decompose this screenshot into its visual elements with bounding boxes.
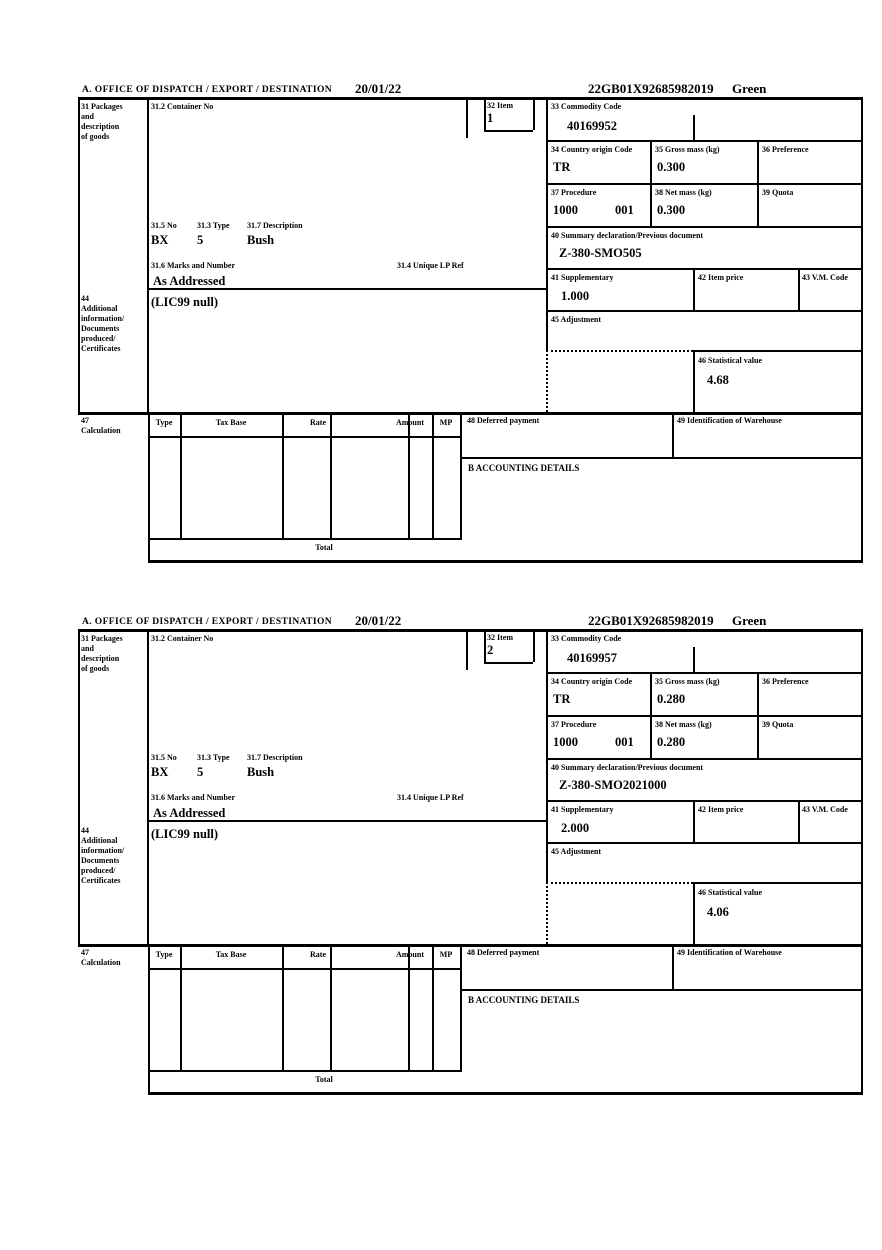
dotted-grid-line xyxy=(546,882,548,944)
grid-line xyxy=(147,288,546,290)
box44-label: Documents xyxy=(81,324,120,333)
dotted-grid-line xyxy=(546,350,693,352)
grid-line xyxy=(798,800,800,842)
grid-line xyxy=(461,457,861,459)
office-of-dispatch-label: A. OFFICE OF DISPATCH / EXPORT / DESTINATION xyxy=(82,617,333,627)
commodity-code-label: 33 Commodity Code xyxy=(551,634,622,643)
accounting-details-label: B ACCOUNTING DETAILS xyxy=(468,995,580,1005)
grid-line xyxy=(861,629,863,1095)
country-origin-value: TR xyxy=(553,160,571,174)
grid-line xyxy=(546,310,861,312)
box31-label: of goods xyxy=(81,132,110,141)
date-value: 20/01/22 xyxy=(355,613,402,628)
marks-and-number-value: As Addressed xyxy=(153,274,226,288)
grid-line xyxy=(546,140,861,142)
grid-line xyxy=(330,412,332,540)
grid-line xyxy=(861,97,863,563)
grid-line xyxy=(148,1070,460,1072)
packages-no-label: 31.5 No xyxy=(151,753,177,762)
grid-line xyxy=(546,672,861,674)
grid-line xyxy=(693,268,695,310)
grid-line xyxy=(484,97,486,130)
dotted-grid-line xyxy=(546,350,548,412)
packages-no-value: BX xyxy=(151,233,169,247)
grid-line xyxy=(757,140,759,226)
net-mass-label: 38 Net mass (kg) xyxy=(655,188,712,197)
box31-label: 31 Packages xyxy=(81,634,123,643)
grid-line xyxy=(546,97,548,350)
box31-label: and xyxy=(81,644,94,653)
container-no-label: 31.2 Container No xyxy=(151,102,214,111)
total-label: Total xyxy=(315,543,333,552)
accounting-details-label: B ACCOUNTING DETAILS xyxy=(468,463,580,473)
box44-label: Documents xyxy=(81,856,120,865)
grid-line xyxy=(484,662,533,664)
grid-line xyxy=(148,560,861,563)
box47-label: 47 xyxy=(81,416,89,425)
column-header-amount: Amount xyxy=(395,418,424,427)
statistical-value-label: 46 Statistical value xyxy=(698,888,762,897)
grid-line xyxy=(78,412,861,415)
item-label: 32 Item xyxy=(487,101,513,110)
grid-line xyxy=(78,629,80,946)
column-header-type: Type xyxy=(155,950,173,959)
grid-line xyxy=(650,672,652,758)
supplementary-value: 2.000 xyxy=(561,821,590,835)
warehouse-id-label: 49 Identification of Warehouse xyxy=(677,416,782,425)
procedure-suffix-value: 001 xyxy=(615,735,634,749)
supplementary-label: 41 Supplementary xyxy=(551,805,614,814)
box31-label: description xyxy=(81,122,120,131)
statistical-value: 4.68 xyxy=(707,373,729,387)
grid-line xyxy=(148,538,460,540)
grid-line xyxy=(693,882,695,944)
packages-no-value: BX xyxy=(151,765,169,779)
grid-line xyxy=(408,412,410,540)
procedure-suffix-value: 001 xyxy=(615,203,634,217)
box44-label: Certificates xyxy=(81,344,121,353)
grid-line xyxy=(78,97,80,414)
unique-lp-ref-label: 31.4 Unique LP Ref xyxy=(397,793,464,802)
description-label: 31.7 Description xyxy=(247,753,303,762)
quota-label: 39 Quota xyxy=(762,188,794,197)
country-origin-label: 34 Country origin Code xyxy=(551,145,633,154)
vm-code-label: 43 V.M. Code xyxy=(802,273,848,282)
grid-line xyxy=(147,820,546,822)
gross-mass-value: 0.280 xyxy=(657,692,686,706)
box44-label: information/ xyxy=(81,846,125,855)
adjustment-label: 45 Adjustment xyxy=(551,315,602,324)
box44-label: Certificates xyxy=(81,876,121,885)
container-no-label: 31.2 Container No xyxy=(151,634,214,643)
status-value: Green xyxy=(732,613,767,628)
grid-line xyxy=(484,629,486,662)
goods-description-value: Bush xyxy=(247,765,275,779)
grid-line xyxy=(546,800,861,802)
grid-line xyxy=(180,412,182,540)
statistical-value: 4.06 xyxy=(707,905,729,919)
gross-mass-label: 35 Gross mass (kg) xyxy=(655,145,720,154)
grid-line xyxy=(693,350,695,412)
grid-line xyxy=(672,944,674,991)
reference-value: 22GB01X92685982019 xyxy=(588,81,714,96)
item-number-value: 1 xyxy=(487,111,494,125)
grid-line xyxy=(148,944,150,1094)
grid-line xyxy=(546,226,861,228)
unique-lp-ref-label: 31.4 Unique LP Ref xyxy=(397,261,464,270)
grid-line xyxy=(650,140,652,226)
column-header-amount: Amount xyxy=(395,950,424,959)
packages-type-label: 31.3 Type xyxy=(197,221,230,230)
box44-label: Additional xyxy=(81,836,118,845)
adjustment-label: 45 Adjustment xyxy=(551,847,602,856)
grid-line xyxy=(330,944,332,1072)
packages-type-value: 5 xyxy=(197,765,204,779)
box31-label: description xyxy=(81,654,120,663)
box47-label: 47 xyxy=(81,948,89,957)
date-value: 20/01/22 xyxy=(355,81,402,96)
procedure-label: 37 Procedure xyxy=(551,188,597,197)
box31-label: 31 Packages xyxy=(81,102,123,111)
statistical-value-label: 46 Statistical value xyxy=(698,356,762,365)
grid-line xyxy=(546,629,548,882)
procedure-label: 37 Procedure xyxy=(551,720,597,729)
item-price-label: 42 Item price xyxy=(698,805,744,814)
country-origin-label: 34 Country origin Code xyxy=(551,677,633,686)
warehouse-id-label: 49 Identification of Warehouse xyxy=(677,948,782,957)
box31-label: of goods xyxy=(81,664,110,673)
box31-label: and xyxy=(81,112,94,121)
status-value: Green xyxy=(732,81,767,96)
grid-line xyxy=(533,629,535,662)
box44-label: 44 xyxy=(81,294,89,303)
previous-document-value: Z-380-SMO2021000 xyxy=(559,778,667,792)
grid-line xyxy=(147,97,149,414)
grid-line xyxy=(693,647,695,672)
additional-information-value: (LIC99 null) xyxy=(151,295,219,309)
grid-line xyxy=(282,412,284,540)
commodity-code-value: 40169952 xyxy=(567,119,617,133)
column-header-rate: Rate xyxy=(310,950,326,959)
packages-no-label: 31.5 No xyxy=(151,221,177,230)
grid-line xyxy=(282,944,284,1072)
box44-label: produced/ xyxy=(81,866,116,875)
declaration-item-section xyxy=(78,82,862,562)
grid-line xyxy=(147,629,149,946)
grid-line xyxy=(180,944,182,1072)
item-label: 32 Item xyxy=(487,633,513,642)
quota-label: 39 Quota xyxy=(762,720,794,729)
grid-line xyxy=(148,1092,861,1095)
supplementary-value: 1.000 xyxy=(561,289,590,303)
grid-line xyxy=(461,989,861,991)
grid-line xyxy=(466,629,468,670)
grid-line xyxy=(78,629,861,632)
grid-line xyxy=(148,968,460,970)
marks-and-number-label: 31.6 Marks and Number xyxy=(151,793,236,802)
summary-declaration-label: 40 Summary declaration/Previous document xyxy=(551,763,704,772)
description-label: 31.7 Description xyxy=(247,221,303,230)
additional-information-value: (LIC99 null) xyxy=(151,827,219,841)
item-price-label: 42 Item price xyxy=(698,273,744,282)
grid-line xyxy=(546,268,861,270)
grid-line xyxy=(546,715,861,717)
grid-line xyxy=(148,436,460,438)
procedure-value: 1000 xyxy=(553,735,578,749)
commodity-code-value: 40169957 xyxy=(567,651,617,665)
grid-line xyxy=(798,268,800,310)
deferred-payment-label: 48 Deferred payment xyxy=(467,416,540,425)
grid-line xyxy=(546,183,861,185)
column-header-mp: MP xyxy=(439,950,453,959)
grid-line xyxy=(484,130,533,132)
column-header-tax-base: Tax Base xyxy=(215,418,247,427)
column-header-type: Type xyxy=(155,418,173,427)
gross-mass-value: 0.300 xyxy=(657,160,686,174)
packages-type-label: 31.3 Type xyxy=(197,753,230,762)
grid-line xyxy=(757,672,759,758)
supplementary-label: 41 Supplementary xyxy=(551,273,614,282)
grid-line xyxy=(78,97,861,100)
declaration-item-section xyxy=(78,614,862,1094)
box44-label: information/ xyxy=(81,314,125,323)
grid-line xyxy=(693,350,861,352)
grid-line xyxy=(546,758,861,760)
box44-label: Additional xyxy=(81,304,118,313)
column-header-tax-base: Tax Base xyxy=(215,950,247,959)
previous-document-value: Z-380-SMO505 xyxy=(559,246,642,260)
deferred-payment-label: 48 Deferred payment xyxy=(467,948,540,957)
dotted-grid-line xyxy=(546,882,693,884)
grid-line xyxy=(432,412,434,540)
gross-mass-label: 35 Gross mass (kg) xyxy=(655,677,720,686)
grid-line xyxy=(466,97,468,138)
grid-line xyxy=(148,412,150,562)
item-number-value: 2 xyxy=(487,643,494,657)
grid-line xyxy=(460,944,462,1072)
office-of-dispatch-label: A. OFFICE OF DISPATCH / EXPORT / DESTINATION xyxy=(82,85,333,95)
grid-line xyxy=(533,97,535,130)
packages-type-value: 5 xyxy=(197,233,204,247)
goods-description-value: Bush xyxy=(247,233,275,247)
grid-line xyxy=(460,412,462,540)
procedure-value: 1000 xyxy=(553,203,578,217)
total-label: Total xyxy=(315,1075,333,1084)
vm-code-label: 43 V.M. Code xyxy=(802,805,848,814)
box44-label: produced/ xyxy=(81,334,116,343)
box47-label: Calculation xyxy=(81,958,121,967)
marks-and-number-label: 31.6 Marks and Number xyxy=(151,261,236,270)
column-header-mp: MP xyxy=(439,418,453,427)
grid-line xyxy=(693,800,695,842)
net-mass-label: 38 Net mass (kg) xyxy=(655,720,712,729)
grid-line xyxy=(432,944,434,1072)
commodity-code-label: 33 Commodity Code xyxy=(551,102,622,111)
grid-line xyxy=(693,882,861,884)
reference-value: 22GB01X92685982019 xyxy=(588,613,714,628)
net-mass-value: 0.280 xyxy=(657,735,686,749)
marks-and-number-value: As Addressed xyxy=(153,806,226,820)
grid-line xyxy=(408,944,410,1072)
country-origin-value: TR xyxy=(553,692,571,706)
box47-label: Calculation xyxy=(81,426,121,435)
box44-label: 44 xyxy=(81,826,89,835)
grid-line xyxy=(693,115,695,140)
grid-line xyxy=(546,842,861,844)
preference-label: 36 Preference xyxy=(762,145,809,154)
preference-label: 36 Preference xyxy=(762,677,809,686)
summary-declaration-label: 40 Summary declaration/Previous document xyxy=(551,231,704,240)
net-mass-value: 0.300 xyxy=(657,203,686,217)
grid-line xyxy=(672,412,674,459)
grid-line xyxy=(78,944,861,947)
column-header-rate: Rate xyxy=(310,418,326,427)
